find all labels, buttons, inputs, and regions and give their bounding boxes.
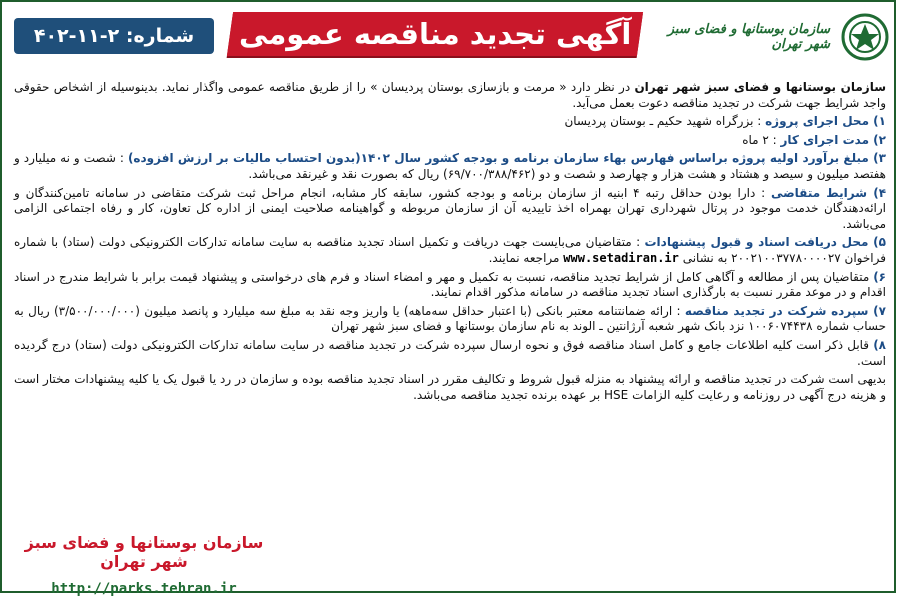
item-deposit bbox=[14, 304, 886, 335]
item-text: : ارائه ضمانتنامه معتبر بانکی (با اعتبار حداقل سه‌ماهه) یا واریز وجه نقد به مبلغ سه میلیارد و پانصد میلیون (۳/۵۰۰/۰۰۰/۰۰۰) ریال به حساب شماره ۱۰۰۶۰۷۴۴۳۸ نزد بانک شهر شعبه آرژانتین ـ الوند به نام سازمان بوستانها و فضای سبز شهر تهران bbox=[14, 303, 886, 334]
item-text: : متقاضیان می‌بایست جهت دریافت و تکمیل اسناد تجدید مناقصه به سایت سامانه تدارکات الکترونیکی دولت (ستاد) با شماره فراخوان ۲۰۰۲۱۰۰۳۷۷۸۰۰۰۰۲۷ به نشانی bbox=[14, 235, 886, 265]
intro-paragraph bbox=[14, 80, 886, 111]
item-duration bbox=[14, 133, 886, 149]
closing-paragraph: بدیهی است شرکت در تجدید مناقصه و ارائه پیشنهاد به منزله قبول شروط و تکالیف مقرر در اسناد تجدید مناقصه بوده و سازمان در رد یا قبول یک یا کلیه پیشنهادات مختار است و هزینه درج آگهی در روزنامه و رعایت کلیه الزامات HSE بر عهده برنده تجدید مناقصه می‌باشد. bbox=[14, 372, 886, 402]
header bbox=[8, 8, 892, 76]
item-label: ۶) bbox=[873, 269, 886, 284]
notice-title: آگهی تجدید مناقصه عمومی bbox=[238, 17, 632, 51]
setad-link[interactable]: www.setadiran.ir bbox=[563, 250, 679, 265]
intro-text: در نظر دارد « مرمت و بازسازی بوستان پردیسان » را از طریق مناقصه عمومی واگذار نماید. بدینوسیله از اشخاص حقوقی واجد شرایط جهت شرکت در تجدید مناقصه دعوت بعمل می‌آید. bbox=[14, 80, 886, 110]
item-label: ۸) bbox=[873, 337, 886, 352]
item-label: ۷) سپرده شرکت در تجدید مناقصه bbox=[684, 303, 886, 318]
item-text: قابل ذکر است کلیه اطلاعات جامع و کامل اسناد مناقصه فوق و نحوه ارسال سپرده شرکت در تجدید مناقصه در سایت سامانه تدارکات الکترونیکی دولت (ستاد) درج گردیده است. bbox=[14, 337, 886, 368]
item-label: ۳) مبلغ برآورد اولیه پروژه براساس فهارس بهاء سازمان برنامه و بودجه کشور سال ۱۴۰۲(بدون احتساب مالیات بر ارزش افزوده) bbox=[127, 151, 886, 166]
item-text: : ۲ ماه bbox=[742, 132, 781, 147]
org-logo-text: سازمان بوستانها و فضای سبز شهر تهران bbox=[667, 22, 830, 52]
item-text: متقاضیان پس از مطالعه و آگاهی کامل از شرایط تجدید مناقصه، نسبت به تکمیل و مهر و امضاء اسناد و فرم های درخواستی و پیشنهاد قیمت برابر با شرایط مندرج در اسناد اقدام و در موعد مقرر نسبت به بارگذاری اسناد تجدید مناقصه در سامانه مذکور اقدام نمایند. bbox=[14, 269, 886, 300]
item-info bbox=[14, 338, 886, 369]
item-submission bbox=[14, 270, 886, 301]
item-label: ۴) شرایط متقاضی bbox=[770, 185, 887, 200]
footer-website-link[interactable]: http://parks.tehran.ir bbox=[51, 581, 237, 597]
item-text: : دارا بودن حداقل رتبه ۴ ابنیه از سازمان برنامه و بودجه کشور، سابقه کار مشابه، انجام مراحل ثبت شرکت متقاضی در سامانه تامین‌کنندگان و ارائه‌دهندگان خدمت موجود در پرتال شهرداری تهران بهمراه اخذ تاییدیه آن از سازمان مربوطه و گواهینامه صلاحیت ایمنی از اداره کل تعاون، کار و رفاه اجتماعی الزامی می‌باشد. bbox=[14, 185, 886, 231]
footer bbox=[14, 533, 274, 597]
item-text: : شصت و نه میلیارد و هفتصد میلیون و سیصد و هشتاد و هشت هزار و چهارصد و شصت و دو (۶۹/۷۰۰/۳۸۸/۴۶۲) ریال که بصورت نقد و غیرنقد می‌باشد. bbox=[14, 151, 886, 181]
item-label: ۲) مدت اجرای کار bbox=[780, 132, 886, 147]
intro-lead: سازمان بوستانها و فضای سبز شهر تهران bbox=[634, 80, 887, 94]
item-estimate bbox=[14, 151, 886, 182]
notice-title-banner bbox=[227, 12, 643, 56]
tehran-municipality-emblem-icon bbox=[840, 12, 890, 62]
item-text-after: مراجعه نمایند. bbox=[488, 250, 564, 265]
item-text: : بزرگراه شهید حکیم ـ بوستان پردیسان bbox=[564, 114, 766, 129]
item-requirements bbox=[14, 186, 886, 233]
footer-organization: سازمان بوستانها و فضای سبز شهر تهران bbox=[24, 533, 264, 571]
notice-number: شماره: ۲-۱۱-۴۰۲ bbox=[14, 18, 214, 54]
item-label: ۱) محل اجرای پروژه bbox=[765, 114, 886, 129]
item-documents bbox=[14, 235, 886, 266]
notice-body bbox=[14, 80, 886, 406]
item-location bbox=[14, 114, 886, 130]
item-label: ۵) محل دریافت اسناد و قبول پیشنهادات bbox=[644, 235, 886, 250]
